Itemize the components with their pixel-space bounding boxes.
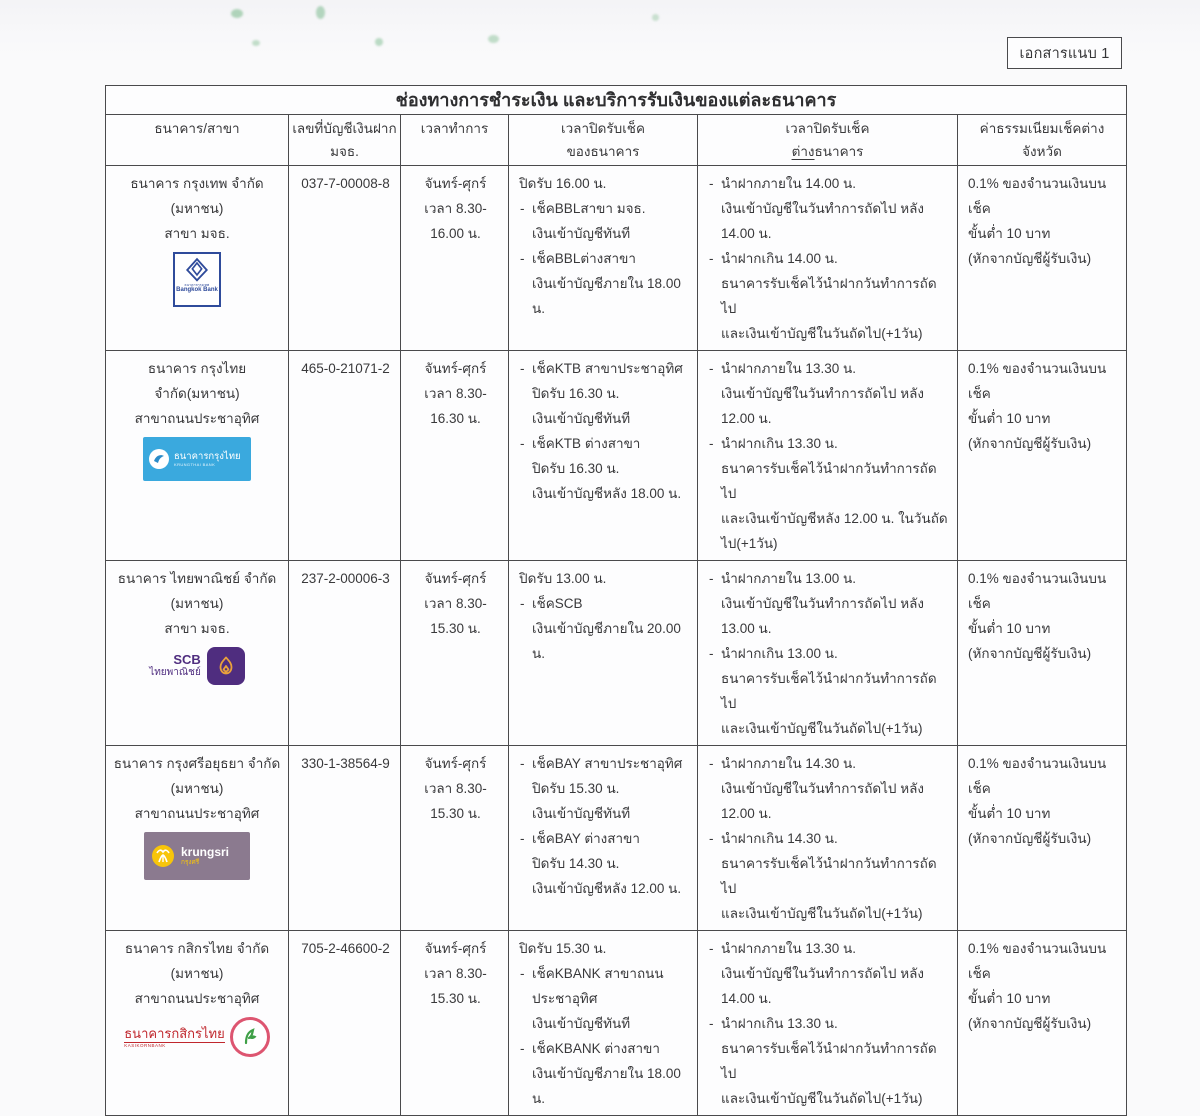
other-bank-check-line: เงินเข้าบัญชีในวันทำการถัดไป หลัง 14.00 น. — [721, 966, 925, 1006]
own-bank-check-line: เงินเข้าบัญชีทันที — [532, 806, 631, 821]
col-header-account-line2: มจธ. — [330, 144, 359, 159]
other-bank-check-line: - นำฝากเกิน 13.30 น. — [708, 431, 949, 456]
scan-speck — [316, 6, 325, 19]
account-number-cell — [289, 746, 401, 931]
account-number: 237-2-00006-3 — [301, 571, 390, 586]
ktb-bird-icon — [149, 449, 169, 469]
own-bank-check-cell — [509, 746, 698, 931]
attachment-label-box — [1007, 37, 1122, 69]
krungsri-thai-name: กรุงศรี — [181, 858, 200, 866]
other-bank-check-line: - นำฝากภายใน 13.30 น. — [708, 936, 949, 961]
fee-cell — [958, 746, 1126, 931]
account-number: 465-0-21071-2 — [301, 361, 390, 376]
own-bank-check-cell — [509, 351, 698, 561]
ktb-thai-name: ธนาคารกรุงไทย — [174, 451, 241, 462]
kasikorn-bank-logo — [124, 1017, 269, 1057]
other-bank-check-line: ธนาคารรับเช็คไว้นำฝากวันทำการถัดไป — [721, 1041, 937, 1081]
other-bank-check-line: ธนาคารรับเช็คไว้นำฝากวันทำการถัดไป — [721, 461, 937, 501]
fee-cell — [958, 561, 1126, 746]
scan-speck — [231, 9, 243, 18]
own-bank-check-line: - เช็คBBLสาขา มจธ. — [519, 196, 689, 221]
bank-logo-wrap — [110, 647, 284, 685]
account-number-cell — [289, 351, 401, 561]
working-hours-line: เวลา 8.30-16.00 น. — [424, 201, 487, 241]
other-bank-check-line: และเงินเข้าบัญชีในวันถัดไป(+1วัน) — [721, 906, 923, 921]
col-header-account — [289, 115, 401, 166]
working-hours-line: เวลา 8.30-15.30 น. — [424, 781, 487, 821]
working-hours-cell — [401, 746, 509, 931]
krungsri-bank-logo — [144, 832, 250, 880]
bank-cell — [106, 931, 289, 1115]
fee-line: (หักจากบัญชีผู้รับเงิน) — [968, 251, 1092, 266]
other-bank-check-line: ธนาคารรับเช็คไว้นำฝากวันทำการถัดไป — [721, 671, 937, 711]
own-bank-check-line: ปิดรับ 15.30 น. — [532, 781, 620, 796]
own-bank-check-line: - เช็คKBANK ต่างสาขา — [519, 1036, 689, 1061]
account-number: 330-1-38564-9 — [301, 756, 390, 771]
bank-cell — [106, 561, 289, 746]
own-bank-check-cell — [509, 561, 698, 746]
other-bank-check-line: เงินเข้าบัญชีในวันทำการถัดไป หลัง 13.00 น. — [721, 596, 925, 636]
other-bank-check-cell — [698, 746, 958, 931]
col-header-other-bank-check — [698, 115, 958, 166]
bank-cell — [106, 746, 289, 931]
other-bank-check-line: - นำฝากภายใน 13.00 น. — [708, 566, 949, 591]
bank-payment-channels-table — [105, 85, 1127, 1116]
account-number-cell — [289, 166, 401, 351]
other-bank-check-line: ธนาคารรับเช็คไว้นำฝากวันทำการถัดไป — [721, 276, 937, 316]
working-hours-line: จันทร์-ศุกร์ — [424, 176, 487, 191]
other-bank-check-line: - นำฝากเกิน 13.00 น. — [708, 641, 949, 666]
col-header-other-rest: ธนาคาร — [814, 144, 864, 159]
fee-line: 0.1% ของจำนวนเงินบนเช็ค — [968, 941, 1107, 981]
working-hours-line: จันทร์-ศุกร์ — [424, 941, 487, 956]
own-bank-check-cell — [509, 166, 698, 351]
attachment-label: เอกสารแนบ 1 — [1019, 45, 1110, 62]
fee-cell — [958, 931, 1126, 1115]
fee-line: ขั้นต่ำ 10 บาท — [968, 226, 1051, 241]
fee-line: (หักจากบัญชีผู้รับเงิน) — [968, 1016, 1092, 1031]
col-header-fee — [958, 115, 1126, 166]
kbank-sprout-icon — [230, 1017, 270, 1057]
bbl-english-name: Bangkok Bank — [176, 287, 218, 293]
krungthai-bank-logo — [143, 437, 251, 481]
scb-abbrev: SCB — [173, 652, 201, 667]
bank-logo-wrap — [110, 437, 284, 481]
bank-name-line: สาขา มจธ. — [164, 621, 230, 636]
col-header-other-line1: เวลาปิดรับเช็ค — [785, 121, 870, 136]
working-hours-cell — [401, 166, 509, 351]
kbank-text — [124, 1026, 224, 1049]
bbl-lotus-icon — [184, 257, 210, 283]
working-hours-cell — [401, 351, 509, 561]
krungsri-text — [181, 846, 229, 867]
own-bank-check-line: ปิดรับ 14.30 น. — [532, 856, 620, 871]
bank-name-line: สาขา มจธ. — [164, 226, 230, 241]
other-bank-check-line: - นำฝากภายใน 13.30 น. — [708, 356, 949, 381]
own-bank-check-line: ปิดรับ 16.30 น. — [532, 386, 620, 401]
own-bank-check-line: ปิดรับ 15.30 น. — [519, 941, 607, 956]
fee-line: 0.1% ของจำนวนเงินบนเช็ค — [968, 571, 1107, 611]
working-hours-line: จันทร์-ศุกร์ — [424, 361, 487, 376]
own-bank-check-line: - เช็คKBANK สาขาถนนประชาอุทิศ — [519, 961, 689, 1011]
col-header-bank-label: ธนาคาร/สาขา — [154, 121, 240, 136]
working-hours-line: เวลา 8.30-15.30 น. — [424, 596, 487, 636]
own-bank-check-line: เงินเข้าบัญชีทันที — [532, 226, 631, 241]
own-bank-check-line: ปิดรับ 16.00 น. — [519, 176, 607, 191]
own-bank-check-cell — [509, 931, 698, 1115]
other-bank-check-line: - นำฝากเกิน 14.00 น. — [708, 246, 949, 271]
bank-name-line: ธนาคาร กรุงไทย จำกัด(มหาชน) — [147, 361, 247, 401]
col-header-hours — [401, 115, 509, 166]
other-bank-check-line: - นำฝากเกิน 14.30 น. — [708, 826, 949, 851]
working-hours-line: เวลา 8.30-15.30 น. — [424, 966, 487, 1006]
bank-name-line: ธนาคาร กรุงศรีอยุธยา จำกัด — [113, 756, 281, 771]
account-number-cell — [289, 561, 401, 746]
other-bank-check-cell — [698, 561, 958, 746]
col-header-account-line1: เลขที่บัญชีเงินฝาก — [292, 121, 397, 136]
bank-name-line: สาขาถนนประชาอุทิศ — [134, 991, 260, 1006]
bank-logo-wrap — [110, 832, 284, 880]
working-hours-cell — [401, 561, 509, 746]
col-header-bank — [106, 115, 289, 166]
col-header-other-underlined: ต่าง — [791, 144, 815, 159]
other-bank-check-cell — [698, 166, 958, 351]
other-bank-check-cell — [698, 931, 958, 1115]
own-bank-check-line: - เช็คKTB สาขาประชาอุทิศ — [519, 356, 689, 381]
working-hours-line: จันทร์-ศุกร์ — [424, 571, 487, 586]
own-bank-check-line: - เช็คBBLต่างสาขา — [519, 246, 689, 271]
other-bank-check-line: เงินเข้าบัญชีในวันทำการถัดไป หลัง 12.00 น. — [721, 386, 925, 426]
col-header-own-line1: เวลาปิดรับเช็ค — [560, 121, 645, 136]
scb-bank-logo — [149, 647, 245, 685]
ktb-english-name: KRUNGTHAI BANK — [174, 462, 216, 467]
other-bank-check-cell — [698, 351, 958, 561]
other-bank-check-line: ธนาคารรับเช็คไว้นำฝากวันทำการถัดไป — [721, 856, 937, 896]
scb-lotus-icon — [207, 647, 245, 685]
bank-name-line: ธนาคาร ไทยพาณิชย์ จำกัด (มหาชน) — [117, 571, 277, 611]
own-bank-check-line: เงินเข้าบัญชีภายใน 20.00 น. — [532, 621, 681, 661]
account-number: 037-7-00008-8 — [301, 176, 390, 191]
col-header-other-line2 — [792, 140, 864, 163]
bank-name-line: (มหาชน) — [170, 781, 224, 796]
account-number-cell — [289, 931, 401, 1115]
table-title: ช่องทางการชำระเงิน และบริการรับเงินของแต่ละธนาคาร — [106, 86, 1126, 115]
other-bank-check-line: เงินเข้าบัญชีในวันทำการถัดไป หลัง 14.00 น. — [721, 201, 925, 241]
own-bank-check-line: เงินเข้าบัญชีภายใน 18.00 น. — [532, 276, 681, 316]
kbank-english-name: KASIKORNBANK — [124, 1042, 166, 1048]
kbank-thai-name: ธนาคารกสิกรไทย — [124, 1025, 225, 1041]
bank-name-line: สาขาถนนประชาอุทิศ — [134, 411, 260, 426]
bank-cell — [106, 166, 289, 351]
scan-speck — [488, 35, 499, 43]
working-hours-line: เวลา 8.30-16.30 น. — [424, 386, 487, 426]
fee-line: ขั้นต่ำ 10 บาท — [968, 621, 1051, 636]
other-bank-check-line: และเงินเข้าบัญชีในวันถัดไป(+1วัน) — [721, 1091, 923, 1106]
bank-name-line: ธนาคาร กสิกรไทย จำกัด (มหาชน) — [124, 941, 270, 981]
bbl-thai-name: ธนาคารกรุงเทพ — [184, 282, 210, 287]
own-bank-check-line: - เช็คKTB ต่างสาขา — [519, 431, 689, 456]
scan-speck — [652, 14, 659, 21]
own-bank-check-line: ปิดรับ 16.30 น. — [532, 461, 620, 476]
own-bank-check-line: เงินเข้าบัญชีทันที — [532, 411, 631, 426]
col-header-hours-label: เวลาทำการ — [420, 121, 489, 136]
other-bank-check-line: - นำฝากภายใน 14.00 น. — [708, 171, 949, 196]
col-header-own-bank-check — [509, 115, 698, 166]
other-bank-check-line: - นำฝากเกิน 13.30 น. — [708, 1011, 949, 1036]
fee-cell — [958, 166, 1126, 351]
own-bank-check-line: - เช็คSCB — [519, 591, 689, 616]
fee-line: 0.1% ของจำนวนเงินบนเช็ค — [968, 361, 1107, 401]
bank-name-line: ธนาคาร กรุงเทพ จำกัด (มหาชน) — [130, 176, 264, 216]
other-bank-check-line: เงินเข้าบัญชีในวันทำการถัดไป หลัง 12.00 น. — [721, 781, 925, 821]
fee-line: (หักจากบัญชีผู้รับเงิน) — [968, 831, 1092, 846]
fee-line: ขั้นต่ำ 10 บาท — [968, 991, 1051, 1006]
own-bank-check-line: - เช็คBAY สาขาประชาอุทิศ — [519, 751, 689, 776]
bank-name-line: สาขาถนนประชาอุทิศ — [134, 806, 260, 821]
own-bank-check-line: เงินเข้าบัญชีทันที — [532, 1016, 631, 1031]
bank-logo-wrap — [110, 1017, 284, 1057]
bank-cell — [106, 351, 289, 561]
bangkok-bank-logo — [173, 252, 221, 307]
working-hours-cell — [401, 931, 509, 1115]
fee-cell — [958, 351, 1126, 561]
own-bank-check-line: เงินเข้าบัญชีภายใน 18.00 น. — [532, 1066, 681, 1106]
ktb-text — [174, 451, 241, 467]
scan-speck — [252, 40, 260, 46]
krungsri-english-name: krungsri — [181, 844, 230, 859]
scan-speck — [375, 38, 383, 46]
bank-logo-wrap — [110, 252, 284, 307]
col-header-fee-label: ค่าธรรมเนียมเช็คต่างจังหวัด — [979, 121, 1105, 159]
own-bank-check-line: - เช็คBAY ต่างสาขา — [519, 826, 689, 851]
other-bank-check-line: - นำฝากภายใน 14.30 น. — [708, 751, 949, 776]
col-header-own-line2: ของธนาคาร — [566, 144, 640, 159]
fee-line: (หักจากบัญชีผู้รับเงิน) — [968, 646, 1092, 661]
fee-line: ขั้นต่ำ 10 บาท — [968, 411, 1051, 426]
fee-line: (หักจากบัญชีผู้รับเงิน) — [968, 436, 1092, 451]
own-bank-check-line: เงินเข้าบัญชีหลัง 12.00 น. — [532, 881, 682, 896]
working-hours-line: จันทร์-ศุกร์ — [424, 756, 487, 771]
scb-thai-name: ไทยพาณิชย์ — [149, 667, 201, 678]
account-number: 705-2-46600-2 — [301, 941, 390, 956]
other-bank-check-line: และเงินเข้าบัญชีในวันถัดไป(+1วัน) — [721, 326, 923, 341]
other-bank-check-line: และเงินเข้าบัญชีในวันถัดไป(+1วัน) — [721, 721, 923, 736]
fee-line: ขั้นต่ำ 10 บาท — [968, 806, 1051, 821]
own-bank-check-line: เงินเข้าบัญชีหลัง 18.00 น. — [532, 486, 682, 501]
own-bank-check-line: ปิดรับ 13.00 น. — [519, 571, 607, 586]
scb-text — [149, 653, 201, 679]
other-bank-check-line: และเงินเข้าบัญชีหลัง 12.00 น. ในวันถัดไป(+1วัน) — [721, 511, 948, 551]
fee-line: 0.1% ของจำนวนเงินบนเช็ค — [968, 176, 1107, 216]
fee-line: 0.1% ของจำนวนเงินบนเช็ค — [968, 756, 1107, 796]
